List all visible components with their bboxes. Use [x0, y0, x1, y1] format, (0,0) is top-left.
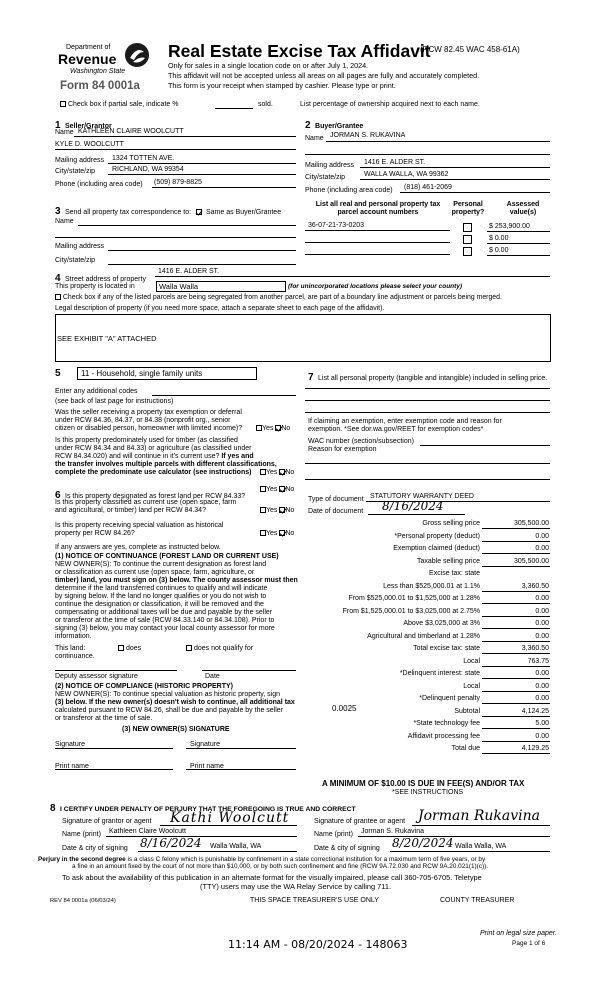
same-as-buyer-label: Same as Buyer/Grantee: [206, 209, 282, 216]
grantor-sig-label: Signature of grantor or agent: [62, 818, 152, 825]
q6a-no-label: No: [285, 486, 295, 493]
section-3-heading: [55, 201, 281, 219]
notice-continuance-heading: (1) NOTICE OF CONTINUANCE (FOREST LAND OR CURRENT USE): [55, 553, 279, 560]
calc-line: [482, 753, 550, 754]
section-7-heading: [308, 367, 550, 385]
n1-line: signing (3) below, you may contact your local county assessor for more: [55, 625, 275, 632]
doc-type-value[interactable]: STATUTORY WARRANTY DEED: [370, 493, 474, 500]
does-not-checkbox[interactable]: [186, 645, 192, 651]
owner-sig-label-2: Signature: [190, 741, 220, 748]
calc-label: Exemption claimed (deduct): [393, 545, 480, 552]
calc-label: Taxable selling price: [416, 557, 480, 565]
seller-phone[interactable]: (509) 879-8825: [154, 179, 202, 186]
personal-checkbox-3[interactable]: [463, 247, 472, 256]
calc-value[interactable]: 3,360.50: [521, 645, 549, 652]
section-6-number: 6: [55, 490, 61, 501]
calc-line: [482, 566, 550, 567]
deputy-sig-label: Deputy assessor signature: [55, 673, 138, 680]
buyer-city-label: City/state/zip: [305, 174, 346, 181]
assessed-value-1[interactable]: $ 253,900.00: [489, 223, 530, 230]
dept-label: Department of: [66, 44, 111, 51]
same-as-buyer-checkbox[interactable]: [196, 209, 202, 215]
q-timber-5: complete the predominate use calculator (see instructions): [55, 469, 252, 476]
calc-value[interactable]: 3,360.50: [521, 582, 549, 590]
doc-date-label: Date of document: [308, 508, 364, 515]
parcel-row-1[interactable]: 36-07-21-73-0203: [308, 222, 365, 229]
n1-line: or classification as current use (open space, farm, agriculture, or: [55, 569, 255, 576]
q6c-no-checkbox[interactable]: [279, 530, 285, 536]
calc-label: Subtotal: [454, 707, 480, 715]
q6a-yes-label: Yes: [266, 486, 278, 493]
deputy-date-label: Date: [205, 673, 220, 680]
does-label: does: [125, 645, 142, 652]
buyer-heading: [305, 115, 363, 133]
q6-current-use-2: and agricultural, or timber) land per RCW 84.34?: [55, 507, 206, 514]
personal-checkbox-1[interactable]: [463, 223, 472, 232]
q-timber-answer: [260, 469, 294, 477]
does-option: [118, 645, 141, 653]
grantee-signature[interactable]: Jorman Rukavina: [418, 808, 540, 824]
grantor-name-label: Name (print): [62, 831, 101, 838]
grantee-name-label: Name (print): [314, 831, 353, 838]
calc-label: Total excise tax: state: [413, 645, 480, 652]
section-7-number: 7: [308, 372, 314, 383]
calc-line: [482, 553, 550, 554]
section-7-label: List all personal property (tangible and intangible) included in selling price.: [318, 375, 548, 382]
grantor-city[interactable]: Walla Walla, WA: [210, 843, 262, 850]
county-treasurer: COUNTY TREASURER: [440, 897, 515, 904]
sold-label: sold.: [258, 101, 273, 108]
see-back-label: (see back of last page for instructions): [55, 398, 174, 405]
buyer-phone[interactable]: (818) 461-2069: [404, 184, 452, 191]
perjury-rest: is a class C felony which is punishable by confinement in a state correctional institution for a maximum term of five years, or by: [125, 856, 486, 863]
calc-value[interactable]: 0.00: [535, 595, 549, 602]
does-not-option: [186, 645, 253, 653]
seller-phone-label: Phone (including area code): [55, 181, 143, 188]
calc-value[interactable]: 305,500.00: [513, 557, 549, 565]
q6-historic-answer: [260, 530, 294, 538]
partial-sale-label: Check box if partial sale, indicate %: [67, 101, 179, 108]
q6-historic-2: property per RCW 84.26?: [55, 530, 135, 537]
legal-paper-note: Print on legal size paper.: [480, 930, 557, 937]
parcel-header-1: List all real and personal property tax: [315, 201, 441, 208]
local-rate[interactable]: 0.0025: [332, 704, 357, 713]
location-note: (for unincorporated locations please select your county): [288, 283, 463, 290]
q6-forest: Is this property designated as forest land per RCW 84.33?: [65, 493, 246, 500]
buyer-heading-label: Buyer/Grantee: [315, 123, 364, 130]
n1-line: or transferor at the time of sale (RCW 84.33.140 or 84.34.108). Prior to: [55, 617, 275, 624]
segregation-row: [55, 294, 502, 302]
certify-label: I CERTIFY UNDER PENALTY OF PERJURY THAT THE FOREGOING IS TRUE AND CORRECT: [60, 806, 356, 813]
calc-label: Gross selling price: [422, 520, 480, 527]
owner-print-label-1: Print name: [55, 763, 89, 770]
page-title: Real Estate Excise Tax Affidavit: [168, 41, 431, 61]
q6c-yes-label: Yes: [266, 530, 278, 537]
calc-label: Excise tax: state: [429, 570, 480, 577]
calc-line: [482, 528, 550, 529]
section-8-number: 8: [50, 803, 56, 814]
if-any-yes: If any answers are yes, complete as instructed below.: [55, 544, 221, 551]
calc-line: [482, 616, 550, 617]
calc-value[interactable]: 5.00: [535, 720, 549, 727]
additional-codes-label: Enter any additional codes: [55, 388, 138, 395]
revenue-logo-icon: [124, 42, 150, 68]
calc-line: [482, 691, 550, 692]
revision-label: REV 84 0001a (06/03/24): [50, 898, 116, 904]
q-timber-3: [55, 453, 254, 461]
notice-compliance-body: [55, 691, 295, 723]
q-timber-4: the transfer involves multiple parcels with different classifications,: [55, 461, 277, 468]
parcel-header-2: parcel account numbers: [337, 209, 419, 216]
n2-line: NEW OWNER(S): To continue special valuation as historic property, sign: [55, 691, 280, 698]
calc-line: [482, 716, 550, 717]
does-not-label: does not qualify for: [193, 645, 254, 652]
calc-line: [482, 541, 550, 542]
calc-label: *State technology fee: [413, 720, 480, 727]
q1-no-checkbox[interactable]: [275, 425, 281, 431]
personal-checkbox-2[interactable]: [463, 235, 472, 244]
calc-label: Above $3,025,000 at 3%: [403, 620, 480, 627]
buyer-name-label: Name: [305, 135, 324, 142]
availability-2: (TTY) users may use the WA Relay Service by calling 711.: [200, 882, 391, 891]
exemption-note-2: exemption. *See dor.wa.gov/REET for exemption codes*: [308, 426, 484, 433]
q6-current-use-answer: [260, 507, 294, 515]
q-timber-2: under RCW 84.34 and 84.33) or agriculture (as classified under: [55, 445, 252, 452]
seller-city[interactable]: RICHLAND, WA 99354: [112, 166, 184, 173]
calc-label: From $1,525,000.01 to $3,025,000 at 2.75%: [342, 607, 480, 615]
q-exemption-1: Was the seller receiving a property tax exemption or deferral: [55, 409, 242, 416]
section-2-number: 2: [305, 120, 311, 131]
continuance-label: continuance.: [55, 653, 95, 660]
calc-value[interactable]: 763.75: [527, 657, 549, 665]
parcel-header: [312, 201, 444, 217]
grantee-sig-label: Signature of grantee or agent: [314, 818, 406, 825]
grantee-city[interactable]: Walla Walla, WA: [455, 843, 507, 850]
calc-value[interactable]: 0.00: [535, 607, 549, 615]
legal-desc-box[interactable]: [55, 314, 551, 362]
n1-line: information.: [55, 633, 92, 640]
availability-1: To ask about the availability of this publication in an alternate format for the visually impaired, please call 360-705-6705. Teletype: [62, 873, 482, 882]
buyer-phone-label: Phone (including area code): [305, 187, 393, 194]
calc-label: *Personal property (deduct): [394, 532, 480, 540]
subtitle-1: Only for sales in a single location code on or after July 1, 2024.: [168, 61, 369, 70]
section-3-label: Send all property tax correspondence to:: [65, 209, 192, 216]
calc-value[interactable]: 0.00: [535, 620, 549, 627]
segregation-label: Check box if any of the listed parcels are being segregated from another parcel, are part of a boundary line adjustment or parcels being merged.: [62, 294, 502, 301]
new-owner-sig-heading: (3) NEW OWNER(S) SIGNATURE: [122, 726, 230, 733]
perjury-line-2: a fine in an amount fixed by the court of not more than $10,000, or by both such confinement and fine (RCW 9A.72.030 and RCW 9A.20.021(1)(c)).: [72, 863, 488, 870]
section-5-number: 5: [55, 368, 61, 379]
treasurer-space: THIS SPACE TREASURER'S USE ONLY: [250, 897, 379, 904]
calc-line: [482, 653, 550, 654]
calc-value[interactable]: 4,129.25: [521, 745, 549, 752]
assessed-value-3[interactable]: $ 0.00: [489, 247, 509, 254]
cashier-stamp: 11:14 AM - 08/20/2024 - 148063: [228, 938, 408, 951]
buyer-mail[interactable]: 1416 E. ALDER ST.: [364, 159, 426, 166]
location-select[interactable]: Walla Walla: [156, 281, 286, 292]
segregation-checkbox[interactable]: [55, 294, 61, 300]
land-use-code-select[interactable]: 11 - Household, single family units: [77, 367, 257, 380]
q6a-no-checkbox[interactable]: [279, 486, 285, 492]
form-number: Form 84 0001a: [60, 80, 140, 92]
reason-label: Reason for exemption: [308, 446, 377, 453]
calc-line: [482, 641, 550, 642]
legal-desc-label: Legal description of property (if you need more space, attach a separate sheet to each page of the affidavit).: [55, 305, 385, 312]
calc-label: Agricultural and timberland at 1.28%: [367, 632, 480, 640]
calc-value[interactable]: 305,500.00: [513, 520, 549, 527]
n2-line: or transferor at the time of sale.: [55, 715, 153, 722]
q6b-yes-label: Yes: [266, 507, 278, 514]
grantee-name[interactable]: Jorman S. Rukavina: [361, 828, 425, 835]
street-value[interactable]: 1416 E. ALDER ST.: [158, 268, 220, 275]
calc-label: Local: [463, 682, 480, 690]
this-land-label: This land:: [55, 645, 86, 652]
calc-line: [482, 728, 550, 729]
grantor-signature[interactable]: Kathi Woolcutt: [170, 810, 290, 826]
q2-yes-label: Yes: [266, 469, 278, 476]
assessed-header-1: Assessed: [506, 201, 540, 208]
calc-line: [482, 666, 550, 667]
grantor-date-label: Date & city of signing: [62, 845, 128, 852]
calc-value[interactable]: 0.00: [535, 632, 549, 640]
revenue-label: Revenue: [58, 51, 117, 67]
q-exemption-2: under RCW 84.36, 84.37, or 84.38 (nonprofit org., senior: [55, 417, 231, 424]
q1-no-label: No: [281, 425, 291, 432]
calc-line: [482, 741, 550, 742]
n1-line: timber) land, you must sign on (3) below. The county assessor must then: [55, 577, 298, 584]
buyer-mail-label: Mailing address: [305, 162, 355, 169]
calc-value[interactable]: 0.00: [535, 695, 549, 702]
q-timber-3-bold: If yes and: [221, 453, 254, 460]
calc-line: [482, 628, 550, 629]
assessed-header: [500, 201, 546, 217]
seller-name-label: Name: [55, 129, 74, 136]
seller-name-2[interactable]: KYLE D. WOOLCUTT: [55, 141, 124, 148]
q-timber-1: Is this property predominately used for timber (as classified: [55, 437, 238, 444]
calc-line: [482, 603, 550, 604]
q-timber-3-text: RCW 84.34.020) and will continue in it's current use?: [55, 453, 220, 460]
ownership-note: List percentage of ownership acquired next to each name.: [300, 101, 480, 108]
calc-label: Local: [463, 657, 480, 665]
doc-type-label: Type of document: [308, 496, 364, 503]
n1-line: NEW OWNER(S): To continue the current designation as forest land: [55, 561, 267, 568]
calc-value[interactable]: 0.00: [535, 670, 549, 677]
q2-no-label: No: [285, 469, 295, 476]
see-instructions: *SEE INSTRUCTIONS: [392, 789, 464, 796]
section-4-number: 4: [55, 273, 61, 284]
subtitle-2: This affidavit will not be accepted unless all areas on all pages are fully and accurately completed.: [168, 71, 480, 80]
grantee-date-label: Date & city of signing: [314, 845, 380, 852]
q6-current-use-1: Is this property classified as current use (open space, farm: [55, 499, 237, 506]
calc-label: Affidavit processing fee: [407, 732, 480, 740]
q6b-no-checkbox[interactable]: [279, 507, 285, 513]
calc-label: Less than $525,000.01 at 1.1%: [383, 582, 480, 590]
street-label: Street address of property: [65, 276, 146, 283]
subtitle-3: This form is your receipt when stamped by cashier. Please type or print.: [168, 81, 396, 90]
q-exemption-answer: [256, 425, 290, 433]
seller-heading-label: Seller/Grantor: [65, 123, 112, 130]
buyer-city[interactable]: WALLA WALLA, WA 99362: [364, 171, 449, 178]
sec3-name-label: Name: [55, 218, 74, 225]
partial-sale-checkbox[interactable]: [60, 101, 66, 107]
n1-line: continue the designation or classification, it will be removed and the: [55, 601, 264, 608]
legal-desc-text: SEE EXHIBIT "A" ATTACHED: [57, 334, 157, 343]
calc-line: [482, 591, 550, 592]
sec3-city-label: City/state/zip: [55, 257, 96, 264]
n1-line: compensating or additional taxes will be due and payable by the seller: [55, 609, 273, 616]
section-1-number: 1: [55, 120, 61, 131]
seller-name-1[interactable]: KATHLEEN CLAIRE WOOLCUTT: [78, 128, 184, 135]
page-number: Page 1 of 6: [512, 940, 546, 947]
exemption-note-1: If claiming an exemption, enter exemption code and reason for: [308, 418, 502, 425]
calc-line: [482, 703, 550, 704]
calc-value[interactable]: 0.00: [535, 545, 549, 552]
calc-value[interactable]: 0.00: [535, 732, 549, 740]
n1-line: determine if the land transferred continues to qualify and will indicate: [55, 585, 268, 592]
grantor-name[interactable]: Kathleen Claire Woolcutt: [109, 828, 186, 835]
n2-line: calculated pursuant to RCW 84.26, shall be due and payable by the seller: [55, 707, 284, 714]
doc-date-value[interactable]: 8/16/2024: [382, 499, 444, 513]
q6-forest-answer: [260, 486, 294, 494]
q1-yes-label: Yes: [262, 425, 274, 432]
rcw-ref: (RCW 82.45 WAC 458-61A): [420, 45, 520, 54]
notice-compliance-heading: (2) NOTICE OF COMPLIANCE (HISTORIC PROPERTY): [55, 683, 233, 690]
personal-header-2: property?: [451, 209, 485, 216]
assessed-header-2: value(s): [509, 209, 537, 216]
q-exemption-3: citizen or disabled person, homeowner with limited income)?: [55, 425, 243, 432]
sec3-mail-label: Mailing address: [55, 243, 105, 250]
calc-label: Total due: [451, 745, 480, 752]
seller-city-label: City/state/zip: [55, 168, 96, 175]
q6c-no-label: No: [285, 530, 295, 537]
notice-continuance-body: [55, 561, 298, 641]
owner-print-label-2: Print name: [190, 763, 224, 770]
grantor-date[interactable]: 8/16/2024: [140, 836, 202, 850]
grantee-date[interactable]: 8/20/2024: [392, 836, 454, 850]
wac-label: WAC number (section/subsection): [308, 438, 414, 445]
calc-value[interactable]: 4,124.25: [521, 707, 549, 715]
does-checkbox[interactable]: [118, 645, 124, 651]
q6b-no-label: No: [285, 507, 295, 514]
seller-mail-label: Mailing address: [55, 157, 105, 164]
personal-header: [450, 201, 486, 217]
calc-label: From $525,000.01 to $1,525,000 at 1.28%: [348, 595, 480, 602]
seller-mail[interactable]: 1324 TOTTEN AVE.: [112, 155, 175, 162]
q6-historic-1: Is this property receiving special valuation as historical: [55, 522, 224, 529]
calc-label: *Delinquent interest: state: [399, 670, 480, 677]
section-3-number: 3: [55, 206, 61, 217]
personal-header-1: Personal: [453, 201, 483, 208]
q2-no-checkbox[interactable]: [279, 469, 285, 475]
state-label: Washington State: [70, 68, 126, 75]
buyer-name-1[interactable]: JORMAN S. RUKAVINA: [330, 132, 406, 139]
calc-label: *Delinquent penalty: [419, 695, 480, 702]
assessed-value-2[interactable]: $ 0.00: [489, 235, 509, 242]
n2-line: (3) below. If the new owner(s) doesn't wish to continue, all additional tax: [55, 699, 295, 706]
n1-line: by signing below. If the land no longer qualifies or you do not wish to: [55, 593, 267, 600]
minimum-due-note: A MINIMUM OF $10.00 IS DUE IN FEE(S) AND/OR TAX: [322, 779, 525, 788]
calc-value[interactable]: 0.00: [535, 532, 549, 540]
partial-sale-row: [60, 101, 178, 109]
calc-line: [482, 678, 550, 679]
location-label: This property is located in: [55, 283, 135, 290]
calc-value[interactable]: 0.00: [535, 682, 549, 690]
owner-sig-label-1: Signature: [55, 741, 85, 748]
perjury-bold: Perjury in the second degree: [38, 856, 126, 863]
